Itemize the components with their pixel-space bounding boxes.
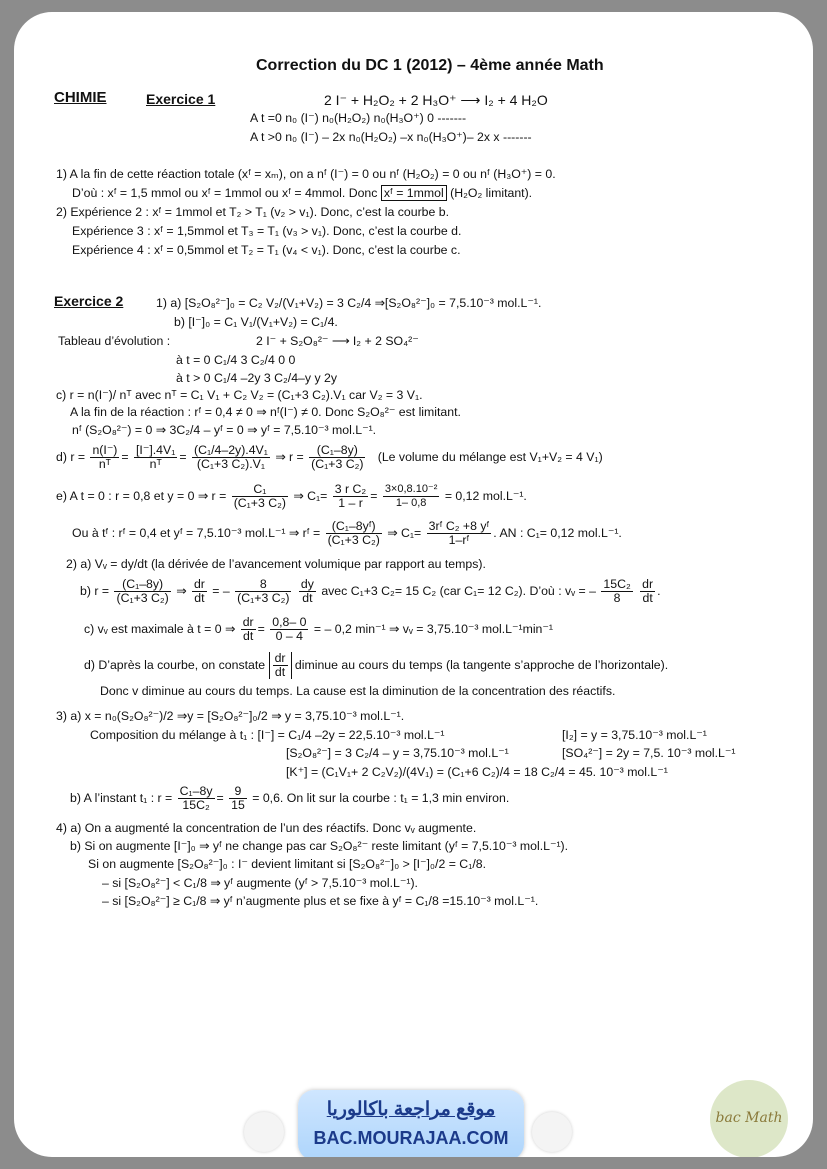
exercise-1-heading: Exercice 1 bbox=[146, 91, 216, 107]
fraction: $\frac{\text{[I⁻].4V₁}}{\text{nᵀ}}$ bbox=[136, 443, 176, 471]
composition-sulfate: [SO₄²⁻] = 2y = 7,5. 10⁻³ mol.L⁻¹ bbox=[562, 746, 736, 760]
ex1-line-3: 2) Expérience 2 : xᶠ = 1mmol et T₂ > T₁ (v₂ > v₁). Donc, c’est la courbe b. bbox=[56, 205, 450, 219]
fraction: $\frac{\text{C₁–8y}}{\text{15C₂}}$ bbox=[179, 784, 213, 812]
ex2-line-c3: nᶠ (S₂O₈²⁻) = 0 ⇒ 3C₂/4 – yᶠ = 0 ⇒ yᶠ = 7,5.10⁻³ mol.L⁻¹. bbox=[72, 423, 377, 437]
ex2-line-d: d) r = $\frac{n(I^-)}{\text{nᵀ}}$ = $\frac{\text{[I⁻].4V₁}}{\text{nᵀ}}$ = $\frac{\text{(C₁/4–2y).4V₁}}{\text{(C₁+3 C₂).V₁}}$ ⇒ r = $\frac{\text{(C₁–8y)}}{\text{(C₁+3 C₂)}}$ (Le volume du mélange est V₁+V₂ = 4 V₁) bbox=[56, 443, 603, 471]
book-logo-icon bbox=[244, 1112, 284, 1152]
bac-math-badge: bac Math bbox=[710, 1080, 788, 1157]
fraction: $\frac{dr}{dt}$ bbox=[193, 577, 205, 605]
ex2-line-j: d) D’après la courbe, on constate $\frac{dr}{dt}$ diminue au cours du temps (la tangente s’approche de l’horizontale). bbox=[84, 651, 669, 679]
evolution-table-label: Tableau d’évolution : bbox=[58, 334, 171, 348]
fraction: $\frac{0,8- 0}{0 - 4}$ bbox=[272, 615, 307, 643]
ex2-line-c1: c) r = n(I⁻)/ nᵀ avec nᵀ = C₁ V₁ + C₂ V₂ = (C₁+3 C₂).V₁ car V₂ = 3 V₁. bbox=[56, 388, 423, 402]
composition-potassium: [K⁺] = (C₁V₁+ 2 C₂V₂)/(4V₁) = (C₁+6 C₂)/4 = 18 C₂/4 = 45. 10⁻³ mol.L⁻¹ bbox=[286, 765, 668, 779]
fraction: $\frac{\text{C₁}}{\text{(C₁+3 C₂)}}$ bbox=[233, 482, 286, 510]
fraction: $\frac{\text{(C₁–8y)}}{\text{(C₁+3 C₂)}}$ bbox=[311, 443, 364, 471]
composition-iodine: [I₂] = y = 3,75.10⁻³ mol.L⁻¹ bbox=[562, 728, 707, 742]
composition-persulfate: [S₂O₈²⁻] = 3 C₂/4 – y = 3,75.10⁻³ mol.L⁻¹ bbox=[286, 746, 509, 760]
fraction: $\frac{dy}{dt}$ bbox=[300, 577, 314, 605]
ex2-line-i: c) vᵥ est maximale à t = 0 ⇒ $\frac{dr}{dt}$ = $\frac{0,8- 0}{0 - 4}$ = – 0,2 min⁻¹ ⇒ vᵥ = 3,75.10⁻³ mol.L⁻¹min⁻¹ bbox=[84, 615, 553, 643]
ex2-line-o3: Si on augmente [S₂O₈²⁻]₀ : I⁻ devient limitant si [S₂O₈²⁻]₀ > [I⁻]₀/2 = C₁/8. bbox=[88, 857, 487, 871]
ex2-line-o5: – si [S₂O₈²⁻] ≥ C₁/8 ⇒ yᶠ n’augmente plus et se fixe à yᶠ = C₁/8 =15.10⁻³ mol.L⁻¹. bbox=[102, 894, 539, 908]
ex2-line-f: Ou à tᶠ : rᶠ = 0,4 et yᶠ = 7,5.10⁻³ mol.L⁻¹ ⇒ rᶠ = $\frac{\text{(C₁–8yᶠ)}}{\text{(C₁+3 C₂)}}$ ⇒ C₁= $\frac{\text{3rᶠ C₂ +8 yᶠ}}{\text{1–rᶠ}}$ . AN : C₁= 0,12 mol.L⁻¹. bbox=[72, 519, 622, 547]
fraction: $\frac{dr}{dt}$ bbox=[274, 651, 286, 679]
fraction: $\frac{dr}{dt}$ bbox=[642, 577, 654, 605]
page-title: Correction du DC 1 (2012) – 4ème année Math bbox=[256, 57, 604, 74]
site-banner[interactable] bbox=[298, 1090, 524, 1157]
fraction: $\frac{dr}{dt}$ bbox=[242, 615, 254, 643]
ex2-line-g: 2) a) Vᵥ = dy/dt (la dérivée de l’avancement volumique par rapport au temps). bbox=[66, 557, 486, 571]
fraction: $\frac{8}{\text{(C₁+3 C₂)}}$ bbox=[237, 577, 290, 605]
ex1-line-5: Expérience 4 : xᶠ = 0,5mmol et T₂ = T₁ (v₄ < v₁). Donc, c’est la courbe c. bbox=[72, 243, 461, 257]
fraction: $\frac{9}{15}$ bbox=[231, 784, 245, 812]
ex2-line-a: 1) a) [S₂O₈²⁻]₀ = C₂ V₂/(V₁+V₂) = 3 C₂/4 ⇒[S₂O₈²⁻]₀ = 7,5.10⁻³ mol.L⁻¹. bbox=[156, 296, 542, 310]
ex2-line-h: b) r = $\frac{\text{(C₁–8y)}}{\text{(C₁+3 C₂)}}$ ⇒ $\frac{dr}{dt}$ = – $\frac{8}{\text{(C₁+3 C₂)}}$ $\frac{dy}{dt}$ avec C₁+3 C₂= 15 C₂ (car C₁= 12 C₂). D’où : vᵥ = – $\frac{\text{15C₂}}{8}$ $\frac{dr}{dt}$ . bbox=[80, 577, 661, 605]
fraction: $\frac{\text{(C₁/4–2y).4V₁}}{\text{(C₁+3 C₂).V₁}}$ bbox=[193, 443, 268, 471]
site-url[interactable]: BAC.MOURAJAA.COM bbox=[313, 1128, 509, 1148]
ex1-line-4: Expérience 3 : xᶠ = 1,5mmol et T₃ = T₁ (v₃ > v₁). Donc, c’est la courbe d. bbox=[72, 224, 462, 238]
document-page bbox=[14, 12, 813, 1157]
fraction: $\frac{\text{3×0,8.10⁻²}}{1- 0,8}$ bbox=[384, 483, 438, 509]
ex2-line-o1: 4) a) On a augmenté la concentration de l’un des réactifs. Donc vᵥ augmente. bbox=[56, 821, 477, 835]
ex1-table-row-t0: A t =0 n₀ (I⁻) n₀(H₂O₂) n₀(H₃O⁺) 0 ------- bbox=[250, 111, 467, 125]
book-logo-icon bbox=[532, 1112, 572, 1152]
fraction: $\frac{\text{(C₁–8yᶠ)}}{\text{(C₁+3 C₂)}}$ bbox=[327, 519, 380, 547]
ex2-line-o2: b) Si on augmente [I⁻]₀ ⇒ yᶠ ne change pas car S₂O₈²⁻ reste limitant (yᶠ = 7,5.10⁻³ mol.L⁻¹). bbox=[70, 839, 569, 853]
evolution-table-row-t0: à t = 0 C₁/4 3 C₂/4 0 0 bbox=[176, 353, 296, 367]
absolute-value bbox=[269, 652, 292, 679]
fraction: $\frac{\text{(C₁–8y)}}{\text{(C₁+3 C₂)}}$ bbox=[116, 577, 169, 605]
fraction: $\frac{\text{3rᶠ C₂ +8 yᶠ}}{\text{1–rᶠ}}$ bbox=[428, 519, 490, 547]
fraction: $\frac{n(I^-)}{\text{nᵀ}}$ bbox=[92, 443, 118, 471]
evolution-table-equation: 2 I⁻ + S₂O₈²⁻ ⟶ I₂ + 2 SO₄²⁻ bbox=[256, 334, 419, 348]
ex2-line-b: b) [I⁻]₀ = C₁ V₁/(V₁+V₂) = C₁/4. bbox=[174, 315, 338, 329]
ex1-table-row-t1: A t >0 n₀ (I⁻) – 2x n₀(H₂O₂) –x n₀(H₃O⁺)– 2x x ------- bbox=[250, 130, 532, 144]
composition-iodide: Composition du mélange à t₁ : [I⁻] = C₁/4 –2y = 22,5.10⁻³ mol.L⁻¹ bbox=[90, 728, 445, 742]
boxed-result: xᶠ = 1mmol bbox=[381, 185, 447, 201]
exercise-2-heading: Exercice 2 bbox=[54, 293, 124, 309]
ex1-line-2: D’où : xᶠ = 1,5 mmol ou xᶠ = 1mmol ou xᶠ = 4mmol. Donc xᶠ = 1mmol (H₂O₂ limitant). bbox=[72, 186, 533, 200]
evolution-table-row-t1: à t > 0 C₁/4 –2y 3 C₂/4–y y 2y bbox=[176, 371, 338, 385]
section-heading: CHIMIE bbox=[54, 89, 107, 106]
fraction: $\frac{\text{15C₂}}{8}$ bbox=[603, 577, 631, 605]
ex1-line-1: 1) A la fin de cette réaction totale (xᶠ = xₘ), on a nᶠ (I⁻) = 0 ou nᶠ (H₂O₂) = 0 ou nᶠ (H₃O⁺) = 0. bbox=[56, 167, 556, 181]
site-name-arabic: موقع مراجعة باكالوريا bbox=[326, 1099, 496, 1120]
ex2-line-c2: A la fin de la réaction : rᶠ = 0,4 ≠ 0 ⇒ nᶠ(I⁻) ≠ 0. Donc S₂O₈²⁻ est limitant. bbox=[70, 405, 461, 419]
ex2-line-o4: – si [S₂O₈²⁻] < C₁/8 ⇒ yᶠ augmente (yᶠ > 7,5.10⁻³ mol.L⁻¹). bbox=[102, 876, 418, 890]
ex2-line-l: 3) a) x = n₀(S₂O₈²⁻)/2 ⇒y = [S₂O₈²⁻]₀/2 ⇒ y = 3,75.10⁻³ mol.L⁻¹. bbox=[56, 709, 405, 723]
ex2-line-e: e) A t = 0 : r = 0,8 et y = 0 ⇒ r = $\frac{\text{C₁}}{\text{(C₁+3 C₂)}}$ ⇒ C₁= $\frac{\text{3 r C₂}}{1 - r}$ = $\frac{\text{3×0,8.10⁻²}}{1- 0,8}$ = 0,12 mol.L⁻¹. bbox=[56, 482, 527, 510]
ex2-line-k: Donc v diminue au cours du temps. La cause est la diminution de la concentration des réactifs. bbox=[100, 684, 616, 698]
ex1-equation: 2 I⁻ + H₂O₂ + 2 H₃O⁺ ⟶ I₂ + 4 H₂O bbox=[324, 92, 548, 108]
ex2-line-n: b) A l’instant t₁ : r = $\frac{\text{C₁–8y}}{\text{15C₂}}$ = $\frac{9}{15}$ = 0,6. On lit sur la courbe : t₁ = 1,3 min environ. bbox=[70, 784, 510, 812]
fraction: $\frac{\text{3 r C₂}}{1 - r}$ bbox=[334, 482, 367, 510]
